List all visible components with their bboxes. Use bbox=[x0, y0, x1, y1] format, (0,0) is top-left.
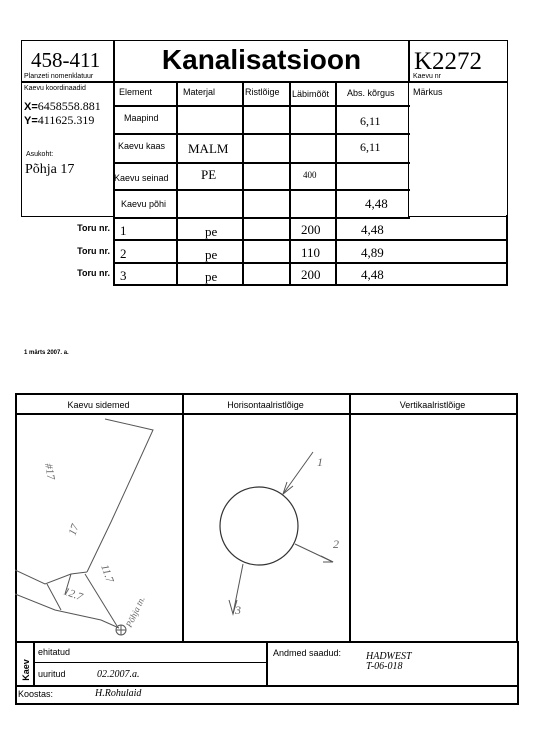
measured-value: 02.2007.a. bbox=[97, 669, 140, 680]
pipe-3-material: pe bbox=[205, 269, 218, 284]
col-title-horizontal-section: Horisontaalristlõige bbox=[227, 400, 304, 410]
notes-box bbox=[408, 81, 508, 217]
manhole-circle bbox=[220, 487, 298, 565]
data-source-label: Andmed saadud: bbox=[273, 648, 342, 658]
pipe-row-line-3 bbox=[113, 284, 508, 286]
data-source-line-2: T-06-018 bbox=[366, 661, 403, 672]
x-value: 6458558.881 bbox=[37, 99, 101, 113]
sketch-label-pipe-1: 1 bbox=[317, 455, 323, 469]
pipe-label-3: Toru nr. bbox=[77, 268, 110, 278]
row-lid-material: MALM bbox=[188, 141, 229, 156]
compiled-label: Koostas: bbox=[18, 689, 54, 699]
sketch-label-pipe-3: 3 bbox=[235, 603, 241, 617]
well-ties-sketch bbox=[15, 414, 183, 642]
pipe-row-line-2 bbox=[113, 262, 508, 264]
sketch-label-dist-a: 17 bbox=[66, 522, 82, 538]
pipe-right-line bbox=[506, 215, 508, 286]
pipe-3-diameter: 200 bbox=[301, 267, 321, 282]
sketch-label-street: Põhja tn. bbox=[123, 594, 147, 629]
y-value: 411625.319 bbox=[37, 113, 95, 127]
pipe-1-diameter: 200 bbox=[301, 222, 321, 237]
row-walls-material: PE bbox=[201, 167, 217, 182]
x-coordinate bbox=[24, 99, 101, 114]
col-header-section: Ristlõige bbox=[245, 87, 280, 97]
pipe-2-no: 2 bbox=[120, 246, 127, 261]
sketch-label-house-no: #17 bbox=[42, 462, 57, 481]
row-walls-diameter: 400 bbox=[303, 170, 317, 180]
y-label: Y= bbox=[24, 115, 38, 127]
coords-caption: Kaevu koordinaadid bbox=[24, 85, 86, 92]
sheet-code: 458-411 bbox=[31, 48, 101, 72]
row-lid-abs: 6,11 bbox=[360, 140, 381, 154]
sketch-label-dist-c: 12.7 bbox=[61, 585, 85, 604]
date-note: 1 märts 2007. a. bbox=[24, 350, 69, 356]
pipe-3-abs: 4,48 bbox=[361, 267, 384, 282]
sheet-caption: Planzeti nomenklatuur bbox=[24, 73, 94, 80]
x-label: X= bbox=[24, 101, 38, 113]
pipe-label-1: Toru nr. bbox=[77, 223, 110, 233]
pipe-3-no: 3 bbox=[120, 268, 127, 283]
pipe-1-no: 1 bbox=[120, 223, 127, 238]
sketch-label-dist-b: 11.7 bbox=[98, 562, 116, 585]
measured-label: uuritud bbox=[38, 669, 66, 679]
col-header-diameter: Läbimõõt bbox=[292, 89, 330, 99]
pipe-2-abs: 4,89 bbox=[361, 245, 384, 260]
page-title: Kanalisatsioon bbox=[161, 44, 362, 75]
built-label: ehitatud bbox=[38, 647, 71, 657]
well-number: K2272 bbox=[414, 48, 483, 75]
row-walls-element: Kaevu seinad bbox=[114, 173, 169, 183]
col-header-element: Element bbox=[119, 87, 153, 97]
footer-side-label: Kaev bbox=[21, 659, 31, 681]
pipe-2-diameter: 110 bbox=[301, 245, 321, 260]
row-bottom-abs: 4,48 bbox=[365, 196, 388, 211]
y-coordinate bbox=[24, 113, 94, 128]
pipe-row-line-1 bbox=[113, 239, 508, 241]
pipe-1-abs: 4,48 bbox=[361, 222, 384, 237]
pipe-label-2: Toru nr. bbox=[77, 246, 110, 256]
row-ground-abs: 6,11 bbox=[360, 114, 381, 128]
pipe-1-material: pe bbox=[205, 224, 218, 239]
location-caption: Asukoht: bbox=[26, 151, 54, 158]
horizontal-section-sketch bbox=[183, 414, 349, 642]
pipe-2-material: pe bbox=[205, 247, 218, 262]
row-ground-element: Maapind bbox=[124, 113, 159, 123]
sketch-label-pipe-2: 2 bbox=[333, 537, 339, 551]
row-bottom-element: Kaevu põhi bbox=[121, 199, 167, 209]
col-header-notes: Märkus bbox=[413, 87, 443, 97]
col-title-well-ties: Kaevu sidemed bbox=[67, 400, 130, 410]
col-header-material: Materjal bbox=[183, 87, 216, 97]
data-source-line-1: HADWEST bbox=[366, 651, 412, 662]
compiled-value: H.Rohulaid bbox=[95, 688, 142, 699]
row-lid-element: Kaevu kaas bbox=[118, 141, 166, 151]
col-header-abs-height: Abs. kõrgus bbox=[347, 88, 395, 98]
col-title-vertical-section: Vertikaalristlõige bbox=[399, 400, 466, 410]
well-number-caption: Kaevu nr bbox=[413, 73, 442, 80]
footer-box bbox=[15, 641, 519, 704]
location-value: Põhja 17 bbox=[25, 162, 75, 177]
